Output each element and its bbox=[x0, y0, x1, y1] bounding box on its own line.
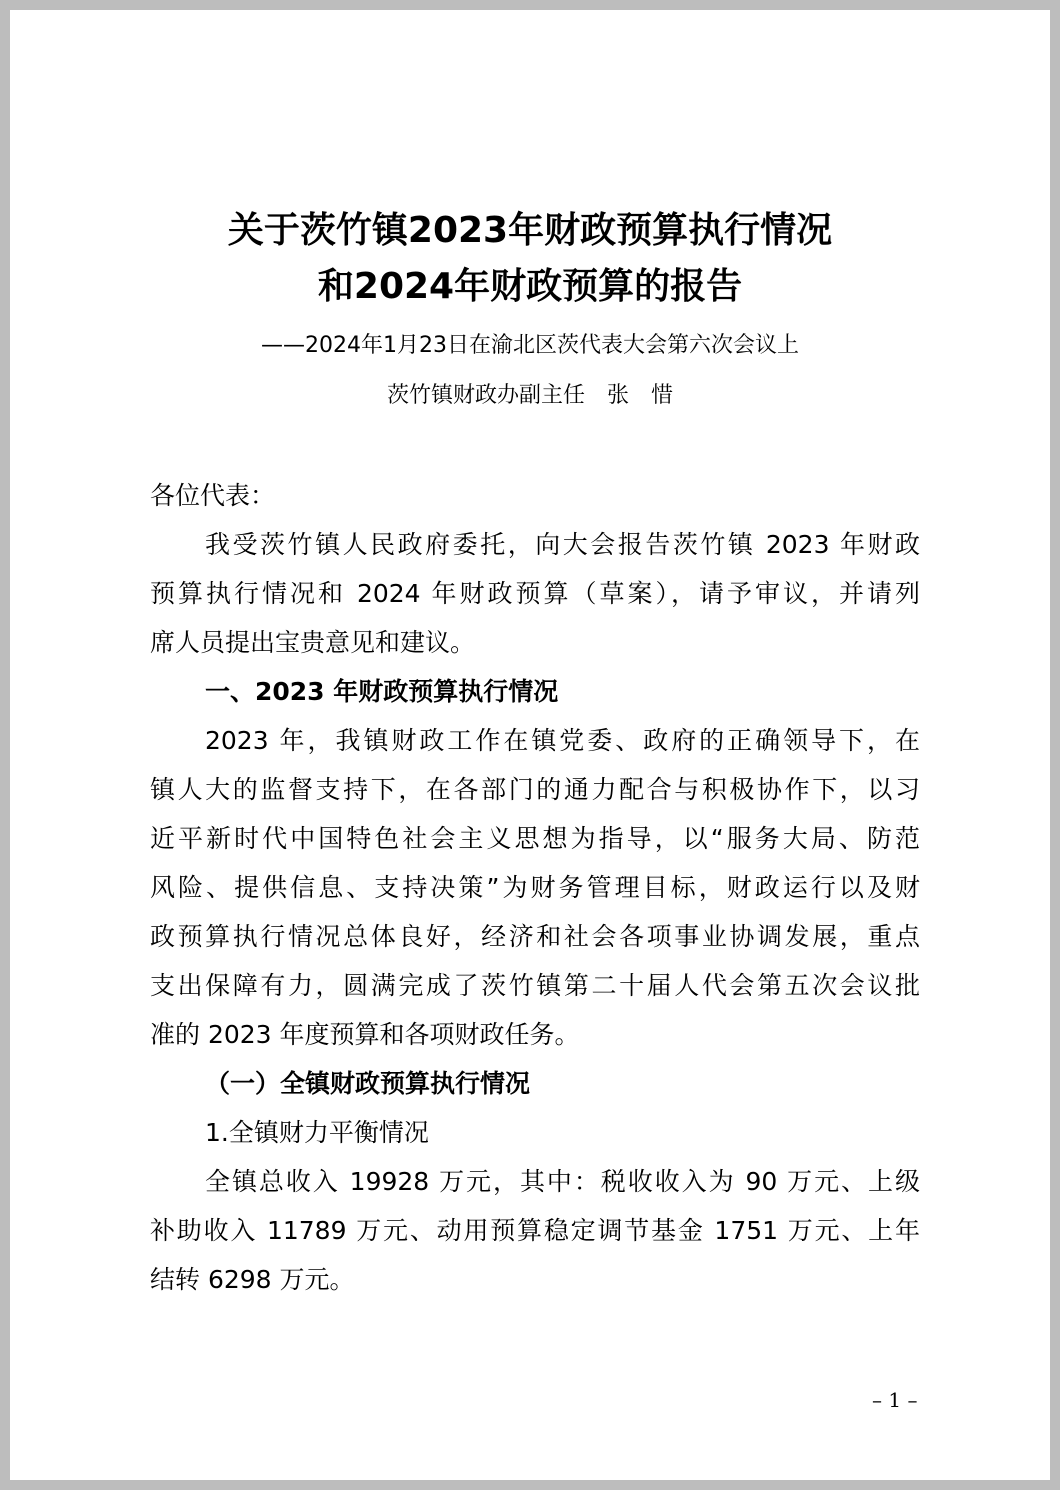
paragraph-line: 镇人大的监督支持下，在各部门的通力配合与积极协作下，以习 bbox=[150, 775, 920, 804]
paragraph-line: 补助收入 11789 万元、动用预算稳定调节基金 1751 万元、上年 bbox=[150, 1216, 920, 1245]
document-page bbox=[10, 10, 1050, 1480]
subsection-heading: （一）全镇财政预算执行情况 bbox=[205, 1069, 531, 1098]
document-title-line-2: 和2024年财政预算的报告 bbox=[317, 266, 743, 307]
intro-line: 预算执行情况和 2024 年财政预算（草案），请予审议，并请列 bbox=[150, 579, 920, 608]
paragraph-line: 结转 6298 万元。 bbox=[150, 1265, 355, 1294]
paragraph-line: 全镇总收入 19928 万元，其中：税收收入为 90 万元、上级 bbox=[205, 1167, 920, 1196]
document-title-line-1: 关于茨竹镇2023年财政预算执行情况 bbox=[227, 210, 833, 251]
paragraph-line: 2023 年，我镇财政工作在镇党委、政府的正确领导下，在 bbox=[205, 726, 920, 755]
document-subtitle-author: 茨竹镇财政办副主任 张 惜 bbox=[386, 383, 673, 408]
item-heading: 1.全镇财力平衡情况 bbox=[205, 1118, 429, 1147]
section-heading: 一、2023 年财政预算执行情况 bbox=[205, 677, 559, 706]
intro-line: 我受茨竹镇人民政府委托，向大会报告茨竹镇 2023 年财政 bbox=[205, 530, 920, 559]
page-number: – 1 – bbox=[872, 1388, 918, 1412]
paragraph-line: 风险、提供信息、支持决策”为财务管理目标，财政运行以及财 bbox=[150, 873, 920, 902]
paragraph-line: 近平新时代中国特色社会主义思想为指导，以“服务大局、防范 bbox=[150, 824, 920, 853]
paragraph-line: 支出保障有力，圆满完成了茨竹镇第二十届人代会第五次会议批 bbox=[150, 971, 920, 1000]
document-subtitle-occasion: ——2024年1月23日在渝北区茨代表大会第六次会议上 bbox=[261, 333, 799, 358]
intro-line: 席人员提出宝贵意见和建议。 bbox=[150, 628, 476, 657]
paragraph-line: 准的 2023 年度预算和各项财政任务。 bbox=[150, 1020, 580, 1049]
salutation: 各位代表： bbox=[150, 481, 276, 510]
paragraph-line: 政预算执行情况总体良好，经济和社会各项事业协调发展，重点 bbox=[150, 922, 920, 951]
